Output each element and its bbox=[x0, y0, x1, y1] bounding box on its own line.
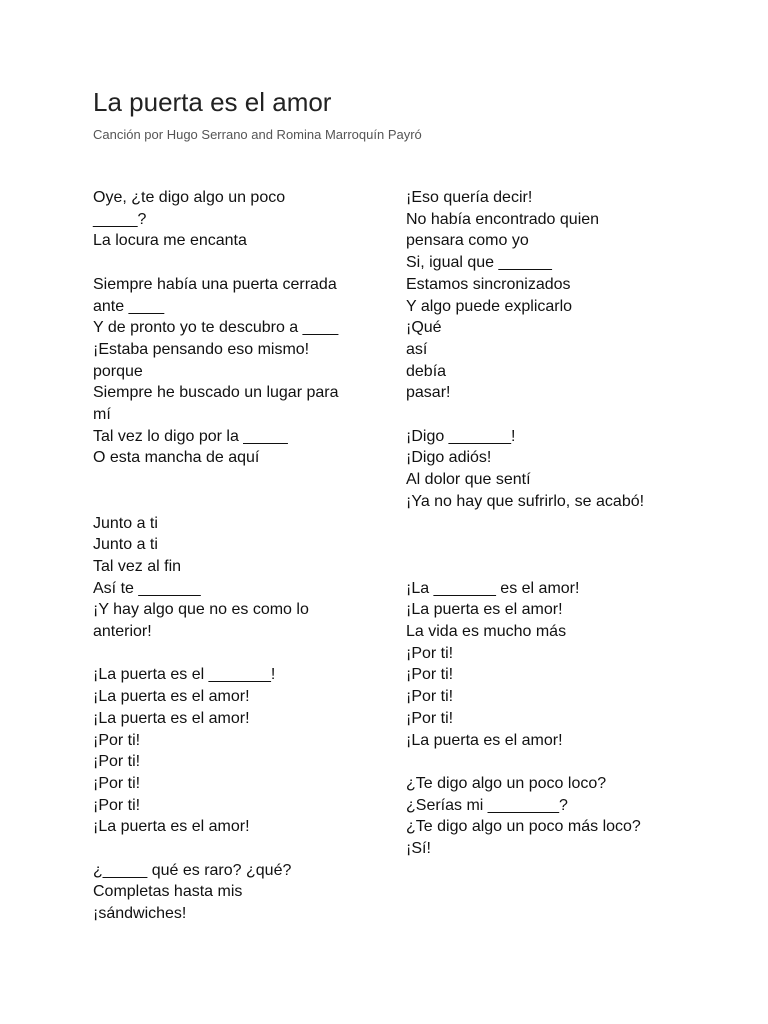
stanza-gap bbox=[93, 469, 373, 512]
lyric-line: ¡Por ti! bbox=[93, 774, 141, 792]
lyric-line: No había encontrado quien bbox=[406, 210, 600, 228]
lyric-line: Si, igual que ______ bbox=[406, 254, 552, 272]
lyric-line: ¡La puerta es el amor! bbox=[93, 709, 250, 727]
lyric-line: así bbox=[406, 340, 428, 358]
lyric-line: ¿Serías mi ________? bbox=[406, 796, 568, 814]
lyric-line: ¡La puerta es el amor! bbox=[406, 601, 563, 619]
lyric-line: ¡Estaba pensando eso mismo! bbox=[93, 340, 310, 358]
stanza-gap bbox=[93, 252, 373, 274]
lyric-line: ante ____ bbox=[93, 297, 165, 315]
lyric-line: Tal vez al fin bbox=[93, 557, 182, 575]
lyric-line: ¡Por ti! bbox=[93, 731, 141, 749]
page-title: La puerta es el amor bbox=[93, 87, 332, 117]
lyric-line: ¡La puerta es el amor! bbox=[93, 688, 250, 706]
lyric-line: ¡Ya no hay que sufrirlo, se acabó! bbox=[406, 492, 645, 510]
lyric-line: Así te _______ bbox=[93, 579, 201, 597]
lyric-line: anterior! bbox=[93, 623, 152, 641]
lyric-line: ¿_____ qué es raro? ¿qué? bbox=[93, 861, 292, 879]
stanza-gap bbox=[406, 513, 706, 556]
stanza-gap bbox=[93, 838, 373, 860]
lyric-line: Estamos sincronizados bbox=[406, 275, 571, 293]
stanza-gap bbox=[93, 643, 373, 665]
lyric-line: Tal vez lo digo por la _____ bbox=[93, 427, 288, 445]
lyric-line: ¡Qué bbox=[406, 319, 442, 337]
stanza bbox=[406, 578, 706, 752]
lyrics-column-left bbox=[93, 187, 373, 925]
lyric-line: _____? bbox=[93, 210, 147, 228]
lyric-line: ¿Te digo algo un poco loco? bbox=[406, 774, 607, 792]
stanza bbox=[93, 860, 373, 925]
stanza bbox=[93, 513, 373, 643]
lyric-line: Junto a ti bbox=[93, 514, 158, 532]
lyric-line: Junto a ti bbox=[93, 536, 158, 554]
lyric-line: ¡La puerta es el amor! bbox=[93, 818, 250, 836]
lyric-line: Siempre he buscado un lugar para bbox=[93, 384, 339, 402]
lyric-line: porque bbox=[93, 362, 143, 380]
stanza bbox=[406, 187, 706, 404]
lyric-line: La locura me encanta bbox=[93, 232, 247, 250]
lyric-line: Completas hasta mis bbox=[93, 883, 243, 901]
lyric-line: ¡La puerta es el _______! bbox=[93, 666, 276, 684]
lyric-line: mí bbox=[93, 406, 111, 424]
stanza bbox=[406, 426, 706, 513]
lyric-line: ¡sándwiches! bbox=[93, 905, 187, 923]
lyric-line: ¡Por ti! bbox=[406, 666, 454, 684]
lyric-line: ¡Por ti! bbox=[93, 796, 141, 814]
lyric-line: ¡Por ti! bbox=[406, 688, 454, 706]
lyric-line: ¡Por ti! bbox=[406, 644, 454, 662]
stanza bbox=[93, 187, 373, 252]
lyric-line: pensara como yo bbox=[406, 232, 529, 250]
lyric-line: Oye, ¿te digo algo un poco bbox=[93, 189, 286, 206]
lyric-line: Al dolor que sentí bbox=[406, 471, 531, 489]
lyric-line: ¡La _______ es el amor! bbox=[406, 579, 580, 597]
lyric-line: ¿Te digo algo un poco más loco? bbox=[406, 818, 641, 836]
lyric-line: La vida es mucho más bbox=[406, 623, 567, 641]
stanza bbox=[93, 274, 373, 469]
stanza-gap bbox=[406, 404, 706, 426]
lyric-line: ¡Digo _______! bbox=[406, 427, 516, 445]
lyric-line: Y de pronto yo te descubro a ____ bbox=[93, 319, 339, 337]
lyric-line: debía bbox=[406, 362, 447, 380]
lyric-line: ¡La puerta es el amor! bbox=[406, 731, 563, 749]
lyric-line: ¡Sí! bbox=[406, 840, 431, 858]
lyric-line: Y algo puede explicarlo bbox=[406, 297, 573, 315]
lyric-line: Siempre había una puerta cerrada bbox=[93, 275, 337, 293]
lyric-line: ¡Eso quería decir! bbox=[406, 189, 533, 206]
lyric-line: ¡Y hay algo que no es como lo bbox=[93, 601, 309, 619]
lyric-line: ¡Por ti! bbox=[93, 753, 141, 771]
stanza-gap bbox=[406, 751, 706, 773]
lyric-line: O esta mancha de aquí bbox=[93, 449, 260, 467]
lyrics-column-right bbox=[406, 187, 706, 860]
stanza-gap bbox=[406, 556, 706, 578]
lyric-line: ¡Digo adiós! bbox=[406, 449, 492, 467]
lyric-line: pasar! bbox=[406, 384, 451, 402]
lyric-line: ¡Por ti! bbox=[406, 709, 454, 727]
stanza bbox=[406, 773, 706, 860]
stanza bbox=[93, 664, 373, 838]
song-credits: Canción por Hugo Serrano and Romina Marroquín Payró bbox=[93, 127, 422, 142]
